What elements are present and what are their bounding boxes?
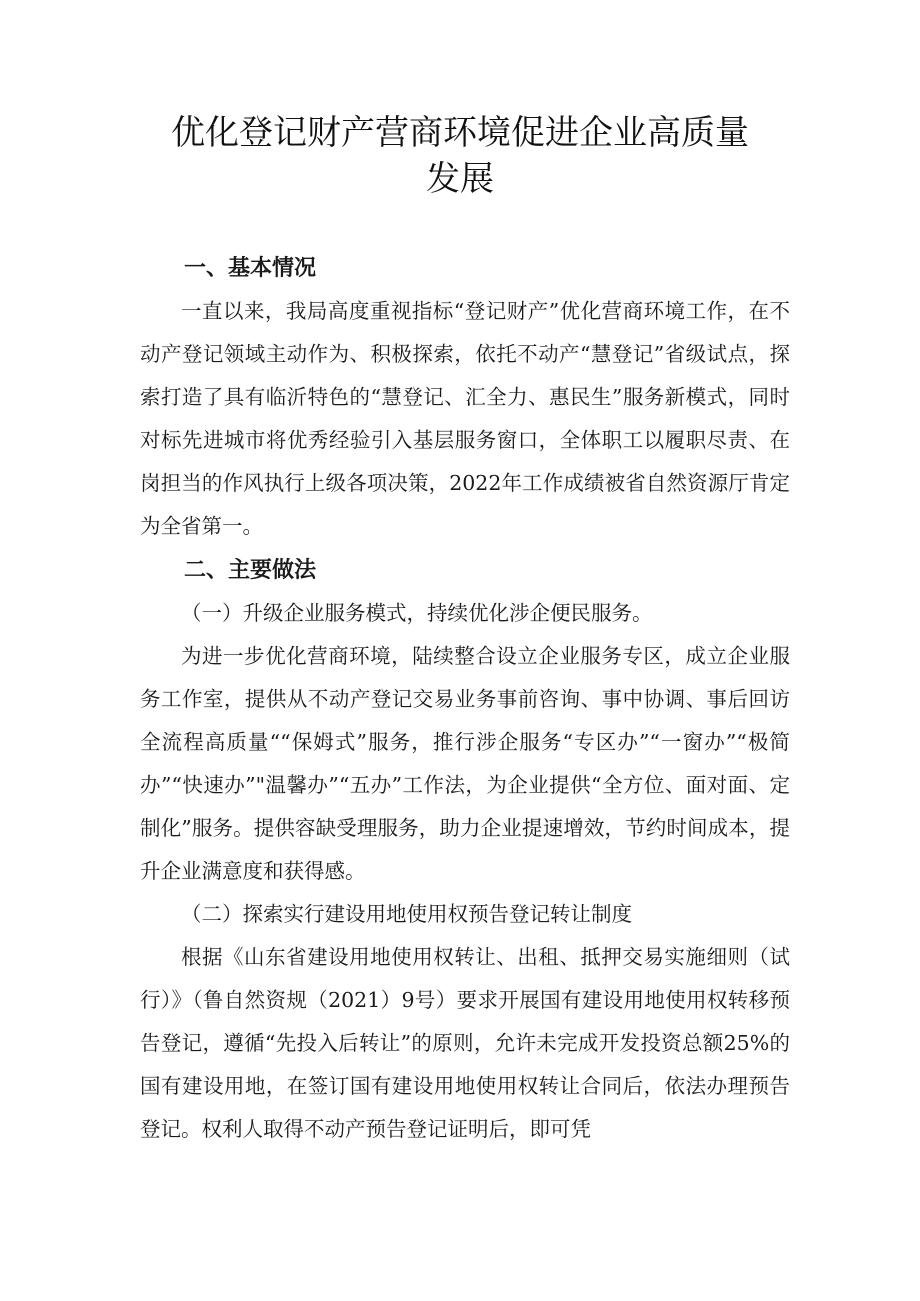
subsection-heading-land-transfer: （二）探索实行建设用地使用权预告登记转让制度 [181,902,632,926]
subsection-heading-enterprise-service: （一）升级企业服务模式，持续优化涉企便民服务。 [181,601,653,625]
paragraph-basic-situation: 一直以来，我局高度重视指标“登记财产”优化营商环境工作，在不动产登记领域主动作为、积极探索，依托不动产“慧登记”省级试点，探索打造了具有临沂特色的“慧登记、汇全力、惠民生”服务新模式，同时对标先进城市将优秀经验引入基层服务窗口，全体职工以履职尽责、在岗担当的作风执行上级各项决策，2022年工作成绩被省自然资源厅肯定为全省第一。 [140,299,790,538]
document-title: 优化登记财产营商环境促进企业高质量发展 [171,113,749,199]
section-basic-situation [140,244,790,548]
paragraph-enterprise-service: 为进一步优化营商环境，陆续整合设立企业服务专区，成立企业服务工作室，提供从不动产登记交易业务事前咨询、事中协调、事后回访全流程高质量““保姆式”服务，推行涉企服务“专区办”“一窗办”“极简办”“快速办”"温馨办”“五办”工作法，为企业提供“全方位、面对面、定制化”服务。提供容缺受理服务，助力企业提速增效，节约时间成本，提升企业满意度和获得感。 [140,644,790,883]
section-heading-practices: 二、主要做法 [184,558,317,583]
section-heading-basic: 一、基本情况 [184,256,317,281]
section-main-practices [140,546,790,1151]
paragraph-land-transfer: 根据《山东省建设用地使用权转让、出租、抵押交易实施细则（试行）》（鲁自然资规（2021）9号）要求开展国有建设用地使用权转移预告登记，遵循“先投入后转让”的原则，允许未完成开发投资总额25%的国有建设用地，在签订国有建设用地使用权转让合同后，依法办理预告登记。权利人取得不动产预告登记证明后，即可凭 [140,945,790,1141]
